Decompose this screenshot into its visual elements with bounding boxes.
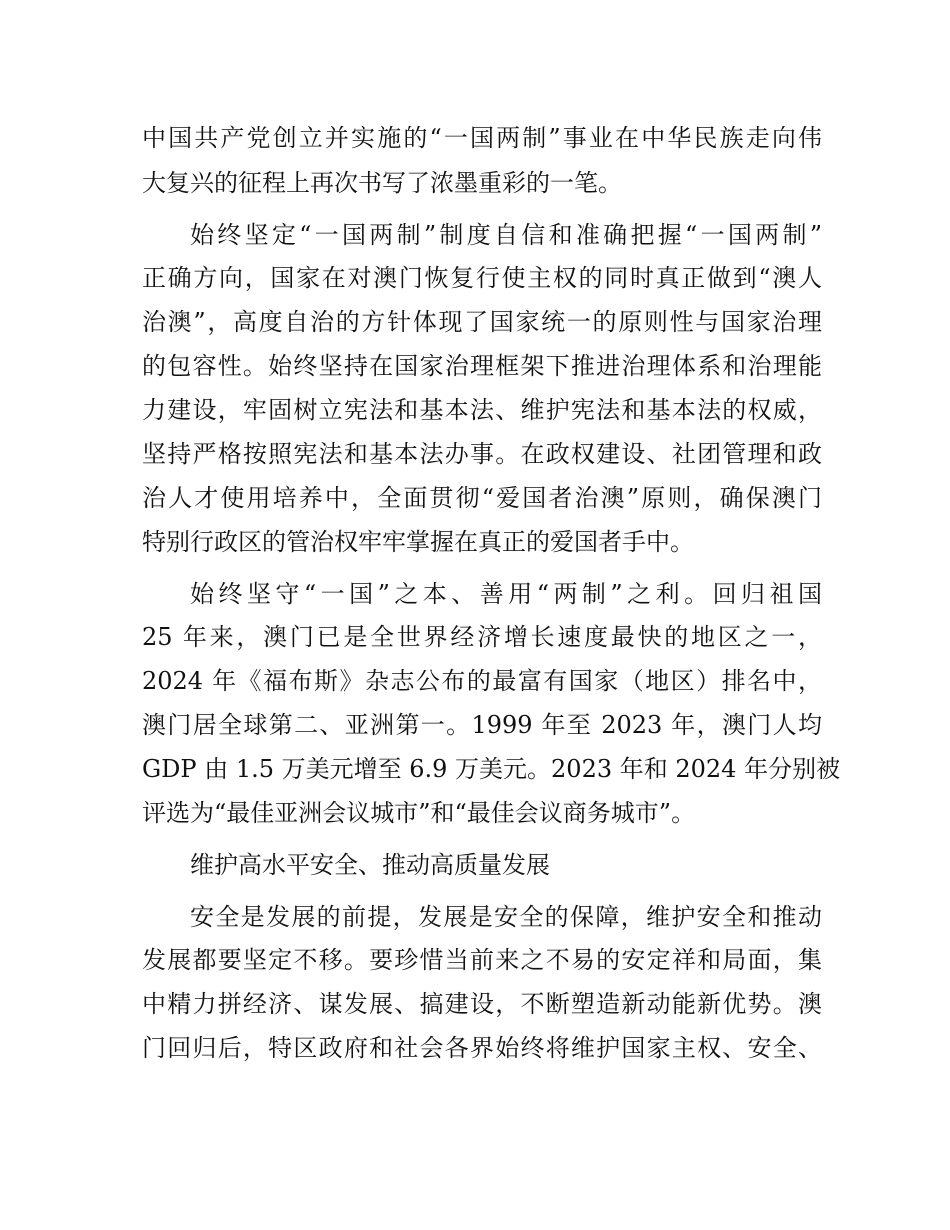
- paragraph-2-line-6: 坚持严格按照宪法和基本法办事。在政权建设、社团管理和政: [142, 440, 822, 468]
- paragraph-4-line-3: 中精力拼经济、谋发展、搞建设，不断塑造新动能新优势。澳: [142, 990, 822, 1018]
- paragraph-3-line-5: GDP 由 1.5 万美元增至 6.9 万美元。2023 年和 2024 年分别被: [142, 755, 841, 783]
- paragraph-4-line-4: 门回归后，特区政府和社会各界始终将维护国家主权、安全、: [142, 1034, 822, 1062]
- paragraph-3-line-1: 始终坚守“一国”之本、善用“两制”之利。回归祖国: [190, 580, 822, 608]
- paragraph-3-line-6: 评选为“最佳亚洲会议城市”和“最佳会议商务城市”。: [142, 799, 696, 827]
- paragraph-2-line-1: 始终坚定“一国两制”制度自信和准确把握“一国两制”: [190, 221, 822, 249]
- paragraph-2-line-5: 力建设，牢固树立宪法和基本法、维护宪法和基本法的权威，: [142, 396, 822, 424]
- paragraph-2-line-2: 正确方向，国家在对澳门恢复行使主权的同时真正做到“澳人: [142, 264, 822, 292]
- paragraph-2-line-4: 的包容性。始终坚持在国家治理框架下推进治理体系和治理能: [142, 352, 822, 380]
- paragraph-4-line-1: 安全是发展的前提，发展是安全的保障，维护安全和推动: [190, 903, 822, 931]
- paragraph-2-line-7: 治人才使用培养中，全面贯彻“爱国者治澳”原则，确保澳门: [142, 484, 822, 512]
- section-heading: 维护高水平安全、推动高质量发展: [190, 851, 550, 879]
- paragraph-2-line-3: 治澳”，高度自治的方针体现了国家统一的原则性与国家治理: [142, 308, 822, 336]
- paragraph-1-line-1: 中国共产党创立并实施的“一国两制”事业在中华民族走向伟: [142, 124, 822, 152]
- paragraph-3-line-2: 25 年来，澳门已是全世界经济增长速度最快的地区之一，: [142, 623, 822, 651]
- paragraph-4-line-2: 发展都要坚定不移。要珍惜当前来之不易的安定祥和局面，集: [142, 946, 822, 974]
- paragraph-3-line-3: 2024 年《福布斯》杂志公布的最富有国家（地区）排名中，: [142, 667, 822, 695]
- paragraph-2-line-8: 特别行政区的管治权牢牢掌握在真正的爱国者手中。: [142, 528, 694, 556]
- paragraph-1-line-2: 大复兴的征程上再次书写了浓墨重彩的一笔。: [142, 169, 622, 197]
- paragraph-3-line-4: 澳门居全球第二、亚洲第一。1999 年至 2023 年，澳门人均: [142, 711, 822, 739]
